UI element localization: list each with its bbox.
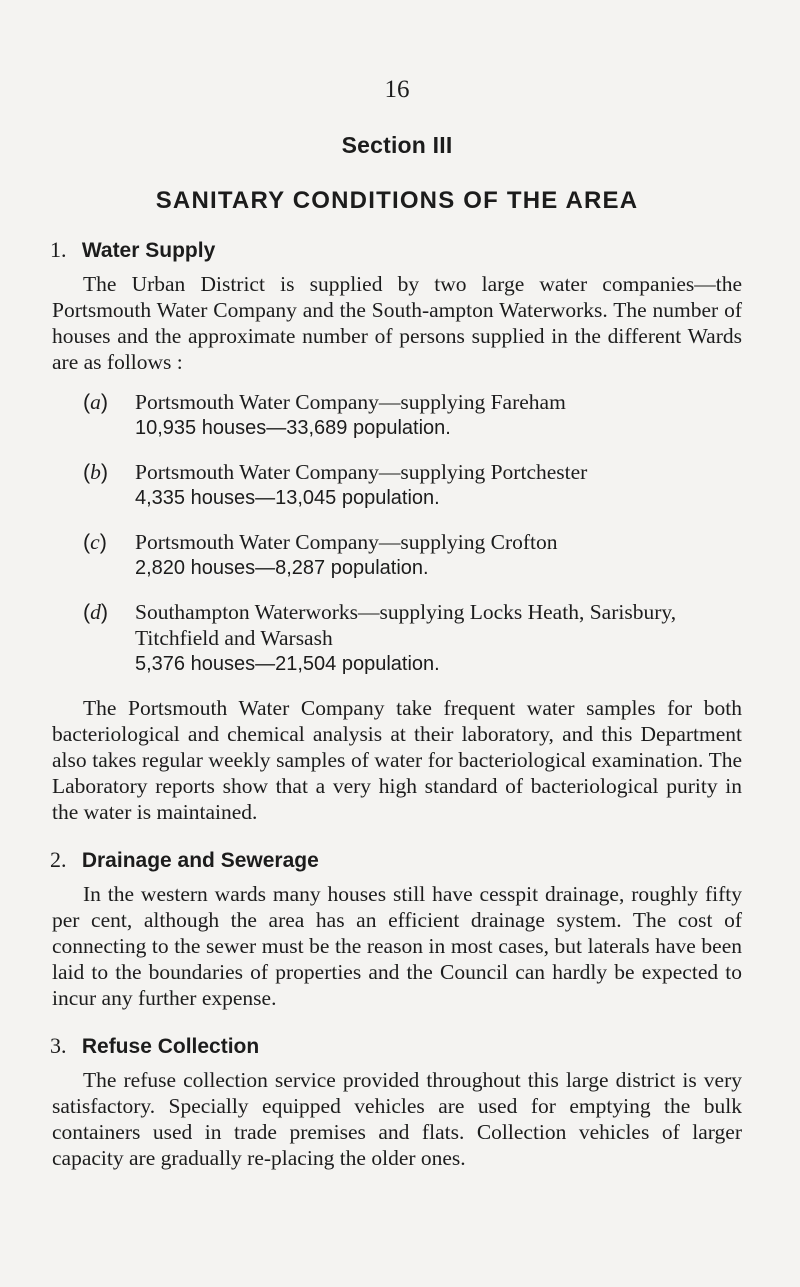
section-number: 3. — [50, 1033, 67, 1058]
item-letter: (d) — [83, 600, 109, 624]
section-heading: Drainage and Sewerage — [81, 849, 319, 872]
list-item — [52, 459, 742, 511]
refuse-section — [52, 1033, 742, 1171]
water-supply-intro: The Urban District is supplied by two large water companies—the Portsmouth Water Company and the South-ampton Waterworks. The number of houses and the approximate number of persons supplied in the different Wards are as follows : — [52, 272, 742, 374]
section-number: 2. — [50, 847, 67, 872]
item-text: Southampton Waterworks—supplying Locks Heath, Sarisbury, Titchfield and Warsash — [135, 600, 677, 650]
item-letter: (a) — [83, 390, 109, 414]
drainage-section — [52, 847, 742, 1011]
section-heading: Refuse Collection — [81, 1035, 260, 1058]
water-supply-section — [52, 237, 742, 825]
item-stats: 4,335 houses—13,045 population. — [135, 487, 440, 509]
section-heading: Water Supply — [81, 239, 216, 262]
section-label: Section III — [341, 132, 453, 158]
item-letter: (c) — [83, 530, 107, 554]
water-supply-closing: The Portsmouth Water Company take frequent water samples for both bacteriological and chemical analysis at their laboratory, and this Department also takes regular weekly samples of water for bacteriological examination. The Laboratory reports show that a very high standard of bacteriological purity in the water is maintained. — [52, 696, 742, 824]
list-item — [52, 529, 742, 581]
section-number: 1. — [50, 237, 67, 262]
item-text: Portsmouth Water Company—supplying Portchester — [135, 460, 588, 484]
list-item — [52, 389, 742, 441]
refuse-heading — [50, 1033, 742, 1059]
page-number: 16 — [384, 76, 410, 103]
item-stats: 10,935 houses—33,689 population. — [135, 417, 451, 439]
item-text: Portsmouth Water Company—supplying Fareham — [135, 390, 566, 414]
drainage-body: In the western wards many houses still have cesspit drainage, roughly fifty per cent, although the area has an efficient drainage system. The cost of connecting to the sewer must be the reason in most cases, but laterals have been laid to the boundaries of properties and the Council can hardly be expected to incur any further expense. — [52, 882, 742, 1010]
item-stats: 5,376 houses—21,504 population. — [135, 653, 440, 675]
document-page — [52, 70, 742, 1171]
drainage-heading — [50, 847, 742, 873]
refuse-body: The refuse collection service provided throughout this large district is very satisfactory. Specially equipped vehicles are used for emptying the bulk containers used in trade premises and flats. Collection vehicles of larger capacity are gradually re-placing the older ones. — [52, 1068, 742, 1170]
ward-supply-list — [52, 389, 742, 677]
item-stats: 2,820 houses—8,287 population. — [135, 557, 429, 579]
list-item — [52, 599, 742, 677]
section-title: SANITARY CONDITIONS OF THE AREA — [155, 187, 639, 214]
item-letter: (b) — [83, 460, 109, 484]
water-supply-heading — [50, 237, 742, 263]
item-text: Portsmouth Water Company—supplying Crofton — [135, 530, 558, 554]
